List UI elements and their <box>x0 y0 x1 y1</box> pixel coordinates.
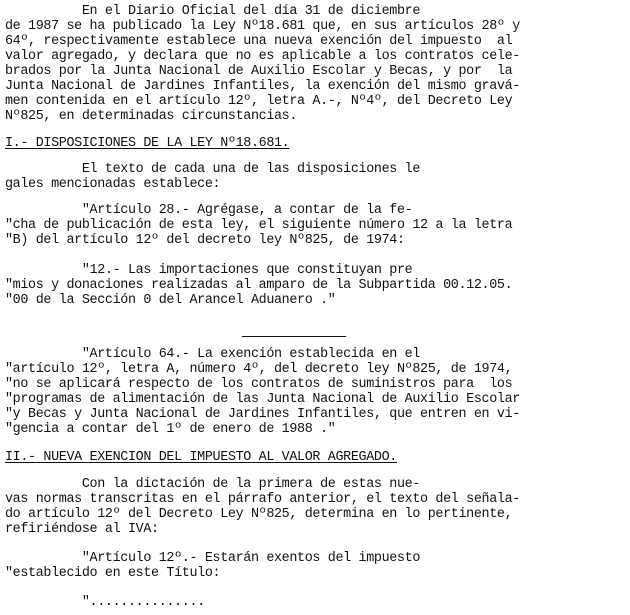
text-line: En el Diario Oficial del día 31 de diciembre <box>5 4 421 19</box>
text-line: Junta Nacional de Jardines Infantiles, la exención del mismo gravá- <box>5 79 520 94</box>
text-line: vas normas transcritas en el párrafo anterior, el texto del señala- <box>5 492 520 507</box>
section-heading-1: I.- DISPOSICIONES DE LA LEY Nº18.681. <box>5 136 290 151</box>
text-line: "gencia a contar del 1º de enero de 1988 ." <box>5 422 336 437</box>
text-line: Con la dictación de la primera de estas nue- <box>5 477 421 492</box>
text-line: "12.- Las importaciones que constituyan pre <box>5 263 413 278</box>
text-line: 64º, respectivamente establece una nueva exención del impuesto al <box>5 34 513 49</box>
text-line: "00 de la Sección 0 del Arancel Aduanero ." <box>5 293 336 308</box>
text-line: do artículo 12º del Decreto Ley Nº825, determina en lo pertinente, <box>5 507 513 522</box>
text-line: brados por la Junta Nacional de Auxilio Escolar y Becas, y por la <box>5 64 513 79</box>
text-line: "cha de publicación de esta ley, el siguiente número 12 a la letra <box>5 218 513 233</box>
text-line: "y Becas y Junta Nacional de Jardines Infantiles, que entren en vi- <box>5 407 520 422</box>
text-line: de 1987 se ha publicado la Ley Nº18.681 que, en sus artículos 28º y <box>5 19 520 34</box>
text-line: Nº825, en determinadas circunstancias. <box>5 109 298 124</box>
text-line: refiriéndose al IVA: <box>5 522 159 537</box>
ellipsis-line: "............... <box>5 595 205 610</box>
text-line: "mios y donaciones realizadas al amparo de la Subpartida 00.12.05. <box>5 278 513 293</box>
text-line: gales mencionadas establece: <box>5 177 221 192</box>
text-line: "Artículo 12º.- Estarán exentos del impuesto <box>5 551 421 566</box>
text-line: "Artículo 28.- Agrégase, a contar de la fe- <box>5 203 413 218</box>
text-line: valor agregado, y declara que no es aplicable a los contratos cele- <box>5 49 520 64</box>
text-line: El texto de cada una de las disposiciones le <box>5 162 421 177</box>
separator-rule <box>242 336 346 337</box>
section-heading-2: II.- NUEVA EXENCION DEL IMPUESTO AL VALOR AGREGADO. <box>5 450 397 465</box>
text-line: "programas de alimentación de las Junta Nacional de Auxilio Escolar <box>5 392 520 407</box>
text-line: "Artículo 64.- La exención establecida en el <box>5 347 421 362</box>
text-line: "B) del artículo 12º del decreto ley Nº825, de 1974: <box>5 233 405 248</box>
text-line: "establecido en este Título: <box>5 566 221 581</box>
text-line: "no se aplicará respecto de los contratos de suministros para los <box>5 377 513 392</box>
text-line: "artículo 12º, letra A, número 4º, del decreto ley Nº825, de 1974, <box>5 362 513 377</box>
text-line: men contenida en el artículo 12º, letra A.-, Nº4º, del Decreto Ley <box>5 94 513 109</box>
